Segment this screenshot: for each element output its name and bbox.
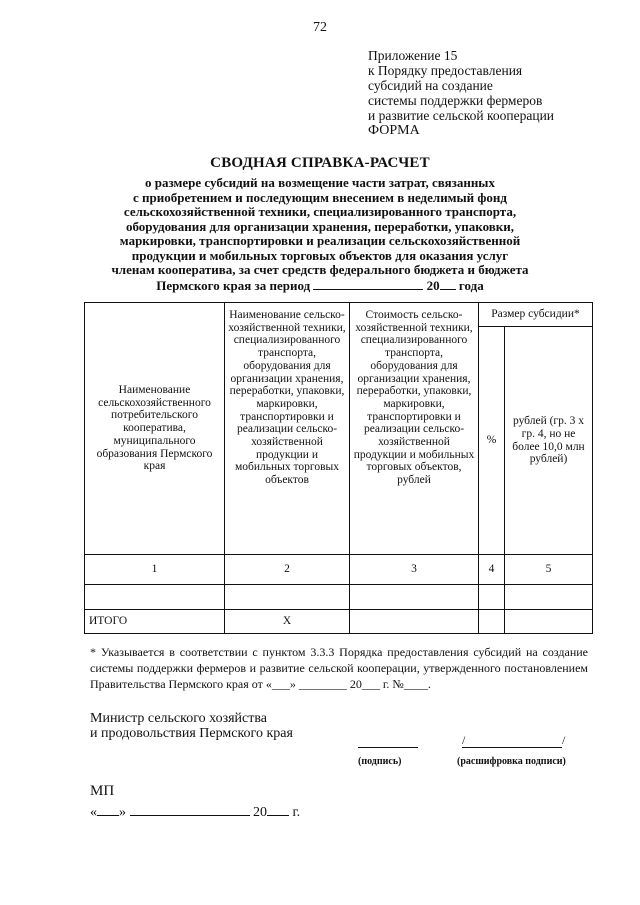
total-col2-mark: Х: [225, 610, 350, 634]
date-line: [90, 804, 300, 821]
column-number: 3: [350, 555, 479, 585]
total-label: ИТОГО: [85, 610, 225, 634]
period-blank[interactable]: [313, 278, 423, 290]
appendix-line: и развитие сельской кооперации: [368, 108, 555, 123]
period-year-prefix: 20: [426, 277, 440, 293]
header-subsidy: Размер субсидии*: [479, 303, 593, 327]
empty-cell[interactable]: [505, 585, 593, 610]
header-equipment: Наименование сельско-хозяйственной техники, специализированного транспорта, оборудования для организации хранения, переработки, упаковки, маркировки, транспортировки и реализации сельско-хозяйственной продукции и мобильных торговых объектов: [225, 303, 350, 555]
form-label: ФОРМА: [368, 123, 420, 138]
signature-decode-label: (расшифровка подписи): [457, 756, 566, 767]
signature-decode-line[interactable]: [462, 746, 562, 748]
appendix-line: субсидий на создание: [368, 78, 493, 93]
appendix-line: Приложение 15: [368, 48, 458, 63]
subtitle-line: маркировки, транспортировки и реализации сельскохозяйственной: [119, 233, 521, 248]
document-subtitle: [60, 176, 580, 293]
day-blank[interactable]: [97, 804, 119, 816]
subtitle-line: членам кооператива, за счет средств федерального бюджета и бюджета: [111, 262, 529, 277]
signature-label: (подпись): [358, 756, 402, 767]
header-rubles: рублей (гр. 3 х гр. 4, но не более 10,0 млн рублей): [505, 327, 593, 555]
slash-right: /: [562, 733, 566, 747]
header-percent: %: [479, 327, 505, 555]
year-suffix: г.: [292, 805, 301, 820]
empty-cell[interactable]: [85, 585, 225, 610]
year-prefix: 20: [253, 805, 267, 820]
month-blank[interactable]: [130, 804, 250, 816]
slash-left: /: [462, 733, 466, 747]
stamp-place: МП: [90, 783, 115, 799]
total-cell[interactable]: [350, 610, 479, 634]
subtitle-line: о размере субсидий на возмещение части затрат, связанных: [145, 175, 495, 190]
total-cell[interactable]: [505, 610, 593, 634]
appendix-block: [368, 48, 554, 123]
appendix-line: к Порядку предоставления: [368, 63, 523, 78]
document-title: СВОДНАЯ СПРАВКА-РАСЧЕТ: [210, 155, 430, 171]
subtitle-line: оборудования для организации хранения, переработки, упаковки,: [125, 218, 515, 234]
empty-cell[interactable]: [225, 585, 350, 610]
appendix-line: системы поддержки фермеров: [368, 93, 543, 108]
subtitle-period-line: [60, 278, 580, 294]
subtitle-line: продукции и мобильных торговых объектов для оказания услуг: [131, 247, 509, 263]
signature-line[interactable]: [358, 746, 418, 748]
header-cooperative: Наименование сельскохозяйственного потребительского кооператива, муниципального образования Пермского края: [85, 303, 225, 555]
subtitle-line: сельскохозяйственной техники, специализированного транспорта,: [123, 204, 517, 219]
header-cost: Стоимость сельско-хозяйственной техники, специализированного транспорта, оборудования для организации хранения, переработки, упаковки, маркировки, транспортировки и реализации сельско-хозяйственной продукции и мобильных торговых объектов, рублей: [350, 303, 479, 555]
year-blank[interactable]: [267, 804, 289, 816]
date-close-quote: »: [119, 805, 126, 820]
period-year-blank[interactable]: [440, 278, 456, 290]
date-open-quote: «: [90, 805, 97, 820]
column-number: 1: [85, 555, 225, 585]
subtitle-line: с приобретением и последующим внесением в неделимый фонд: [132, 189, 507, 205]
total-cell[interactable]: [479, 610, 505, 634]
column-number: 5: [505, 555, 593, 585]
column-number: 2: [225, 555, 350, 585]
minister-line: и продовольствия Пермского края: [90, 726, 293, 741]
column-number: 4: [479, 555, 505, 585]
minister-title: [90, 711, 293, 741]
empty-cell[interactable]: [479, 585, 505, 610]
period-prefix: Пермского края за период: [156, 277, 311, 293]
calculation-table: [84, 302, 593, 634]
minister-line: Министр сельского хозяйства: [90, 711, 267, 726]
period-suffix: года: [458, 277, 484, 293]
page-number: 72: [313, 20, 327, 35]
footnote: * Указывается в соответствии с пунктом 3.3.3 Порядка предоставления субсидий на создание системы поддержки фермеров и развитие сельской кооперации, утвержденного постановлением Правительства Пермского края от «___» ________ 20___ г. №____.: [90, 645, 588, 691]
empty-cell[interactable]: [350, 585, 479, 610]
